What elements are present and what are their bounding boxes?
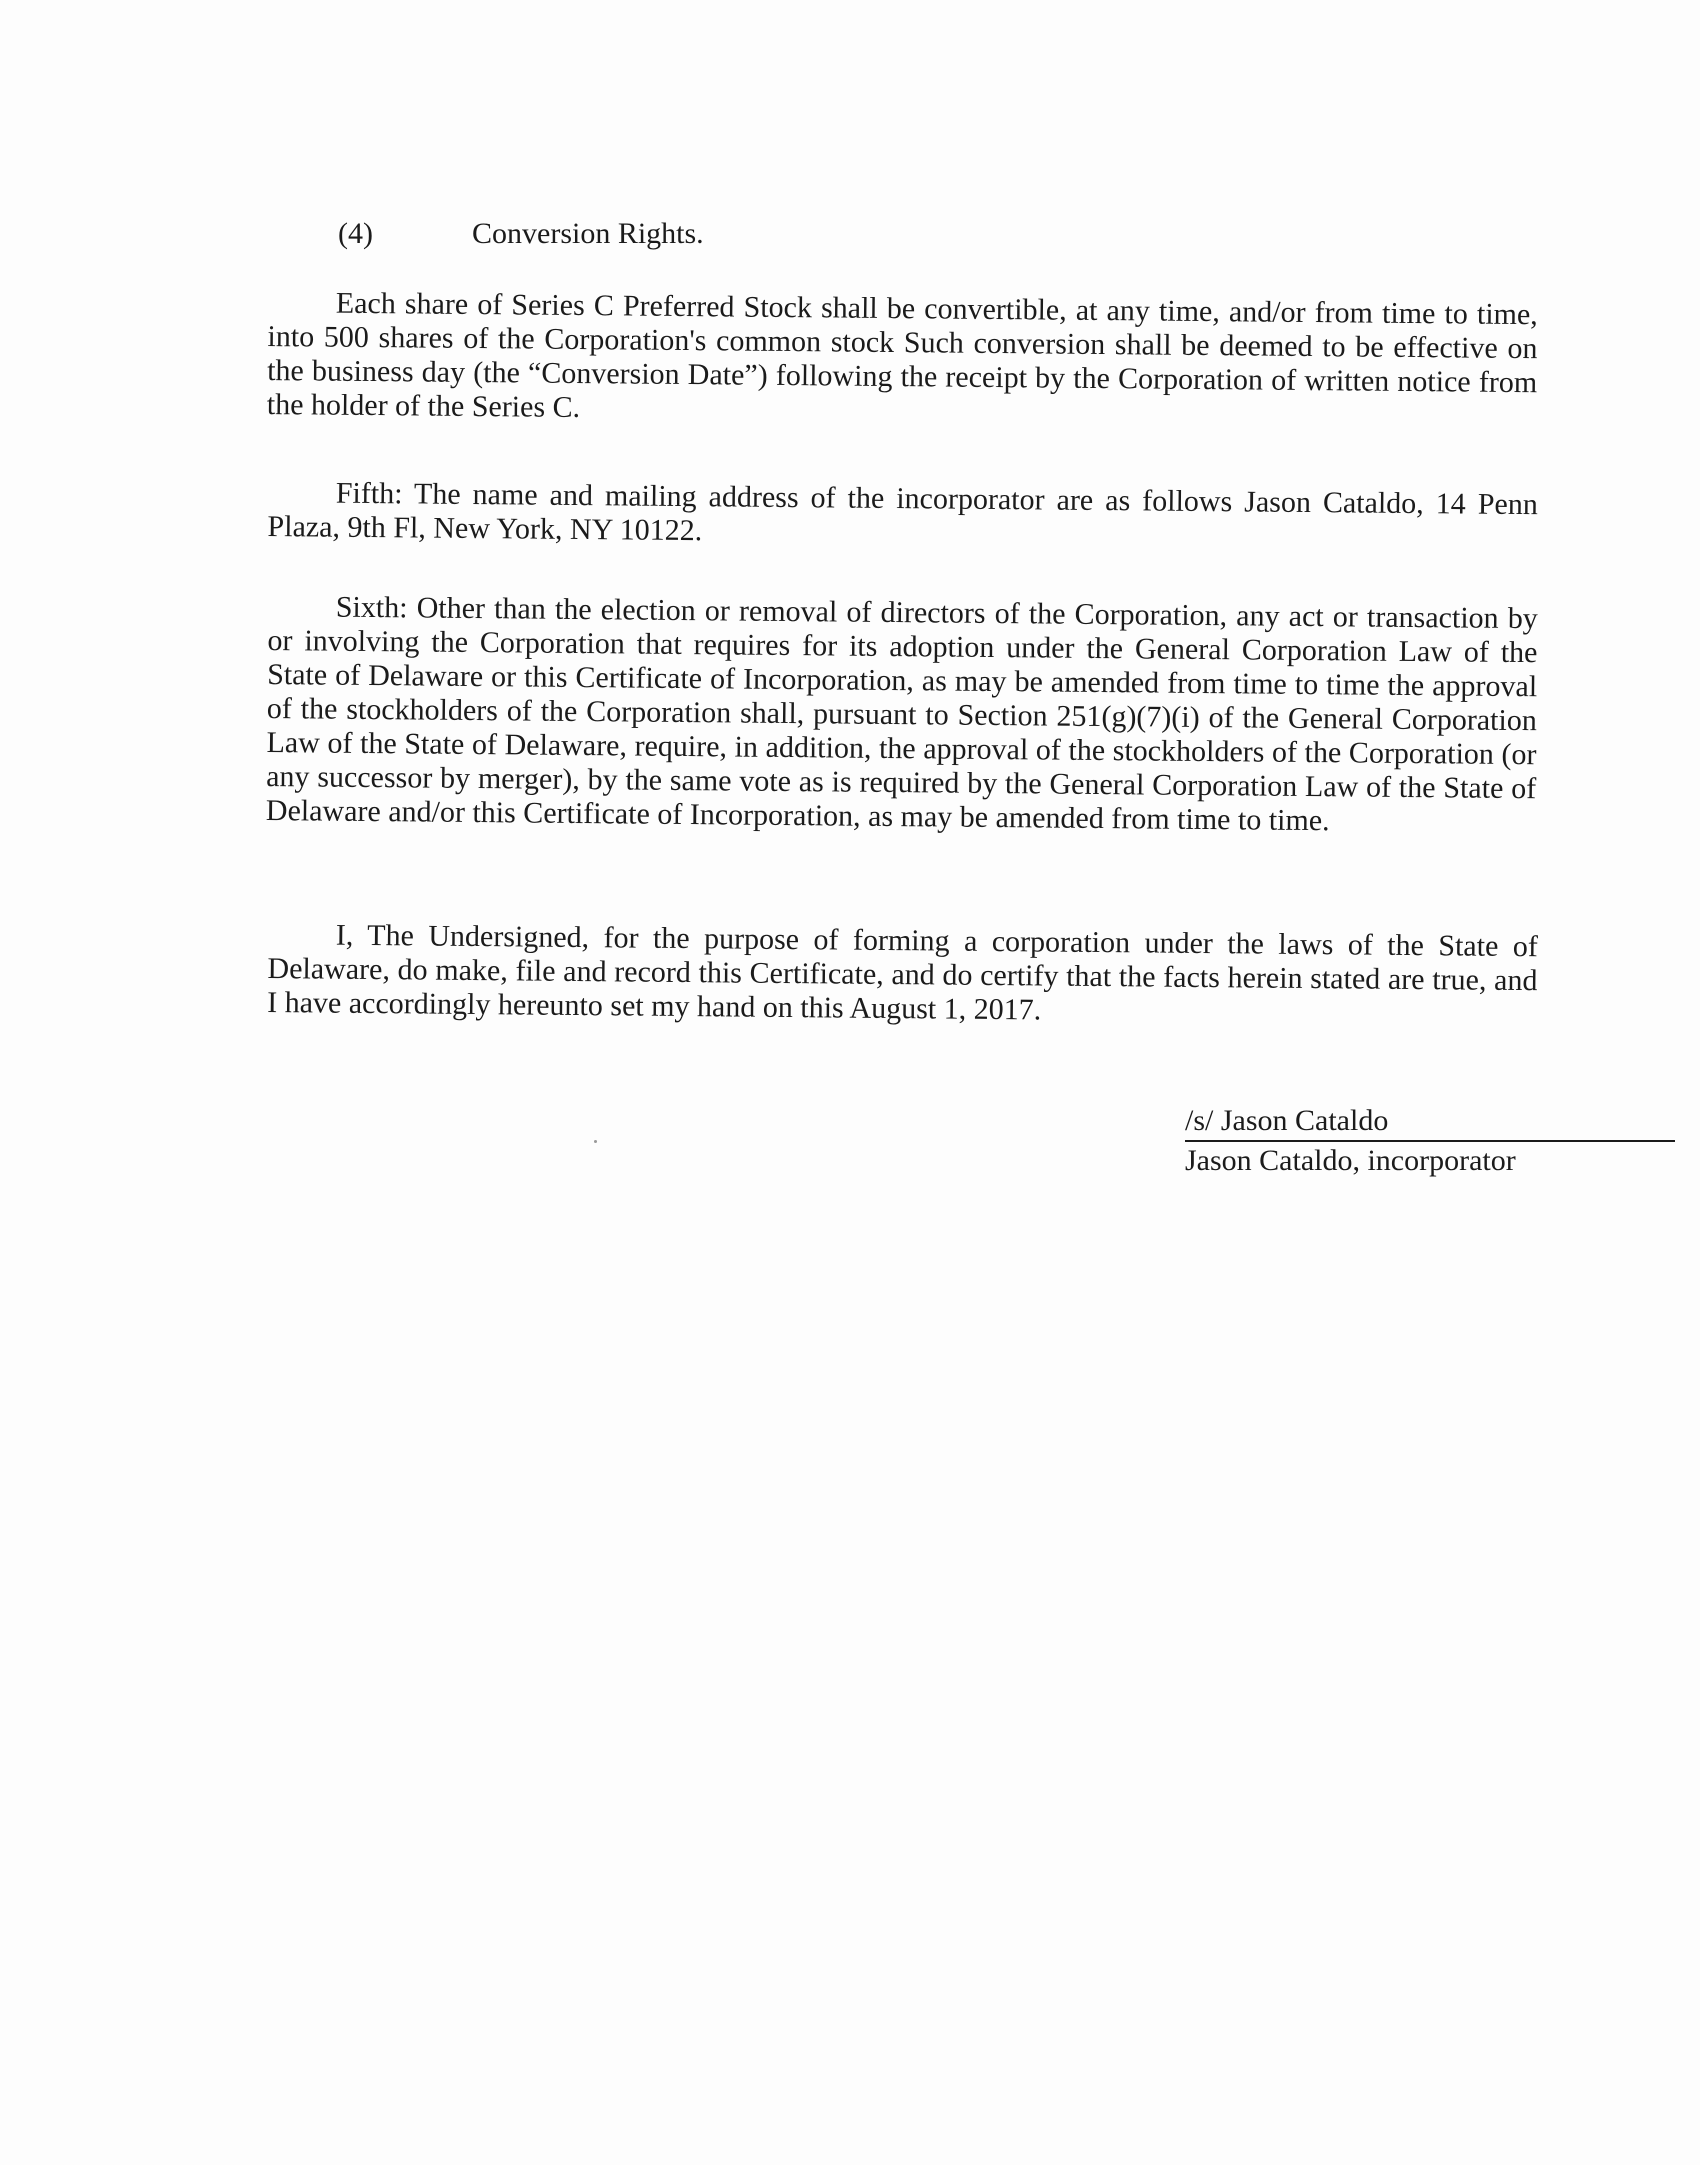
signer-name-title: Jason Cataldo, incorporator: [1185, 1144, 1516, 1177]
paragraph-text: I, The Undersigned, for the purpose of forming a corporation under the laws of the State of Delaware, do make, file and record this Certificate, and do certify that the facts herein stated are true, and I have accordingly hereunto set my hand on this August 1, 2017.: [267, 918, 1538, 1027]
signature-line: [1185, 1102, 1675, 1142]
scan-speck: [594, 1140, 597, 1143]
paragraph-certification: [267, 918, 1538, 1032]
signature-text: /s/ Jason Cataldo: [1185, 1104, 1389, 1137]
paragraph-text: Each share of Series C Preferred Stock shall be convertible, at any time, and/or from time to time, into 500 shares of the Corporation's common stock Such conversion shall be deemed to be effective on the business day (the “Conversion Date”) following the receipt by the Corporation of written notice from the holder of the Series C.: [266, 286, 1538, 425]
signature-block: [1185, 1102, 1675, 1180]
section-heading: [338, 214, 704, 254]
paragraph-text: Fifth: The name and mailing address of the incorporator are as follows Jason Cataldo, 14 Penn Plaza, 9th Fl, New York, NY 10122.: [267, 476, 1538, 548]
paragraph-fifth: [267, 476, 1538, 556]
paragraph-text: Sixth: Other than the election or removal of directors of the Corporation, any act or transaction by or involving the Corporation that requires for its adoption under the General Corporation Law of the State of Delaware or this Certificate of Incorporation, as may be amended from time to time the approval of the stockholders of the Corporation shall, pursuant to Section 251(g)(7)(i) of the General Corporation Law of the State of Delaware, require, in addition, the approval of the stockholders of the Corporation (or any successor by merger), by the same vote as is required by the General Corporation Law of the State of Delaware and/or this Certificate of Incorporation, as may be amended from time to time.: [265, 590, 1538, 838]
section-number: (4): [338, 217, 373, 250]
section-title: Conversion Rights.: [472, 217, 704, 250]
paragraph-conversion: [267, 286, 1538, 434]
paragraph-sixth: [266, 590, 1538, 840]
